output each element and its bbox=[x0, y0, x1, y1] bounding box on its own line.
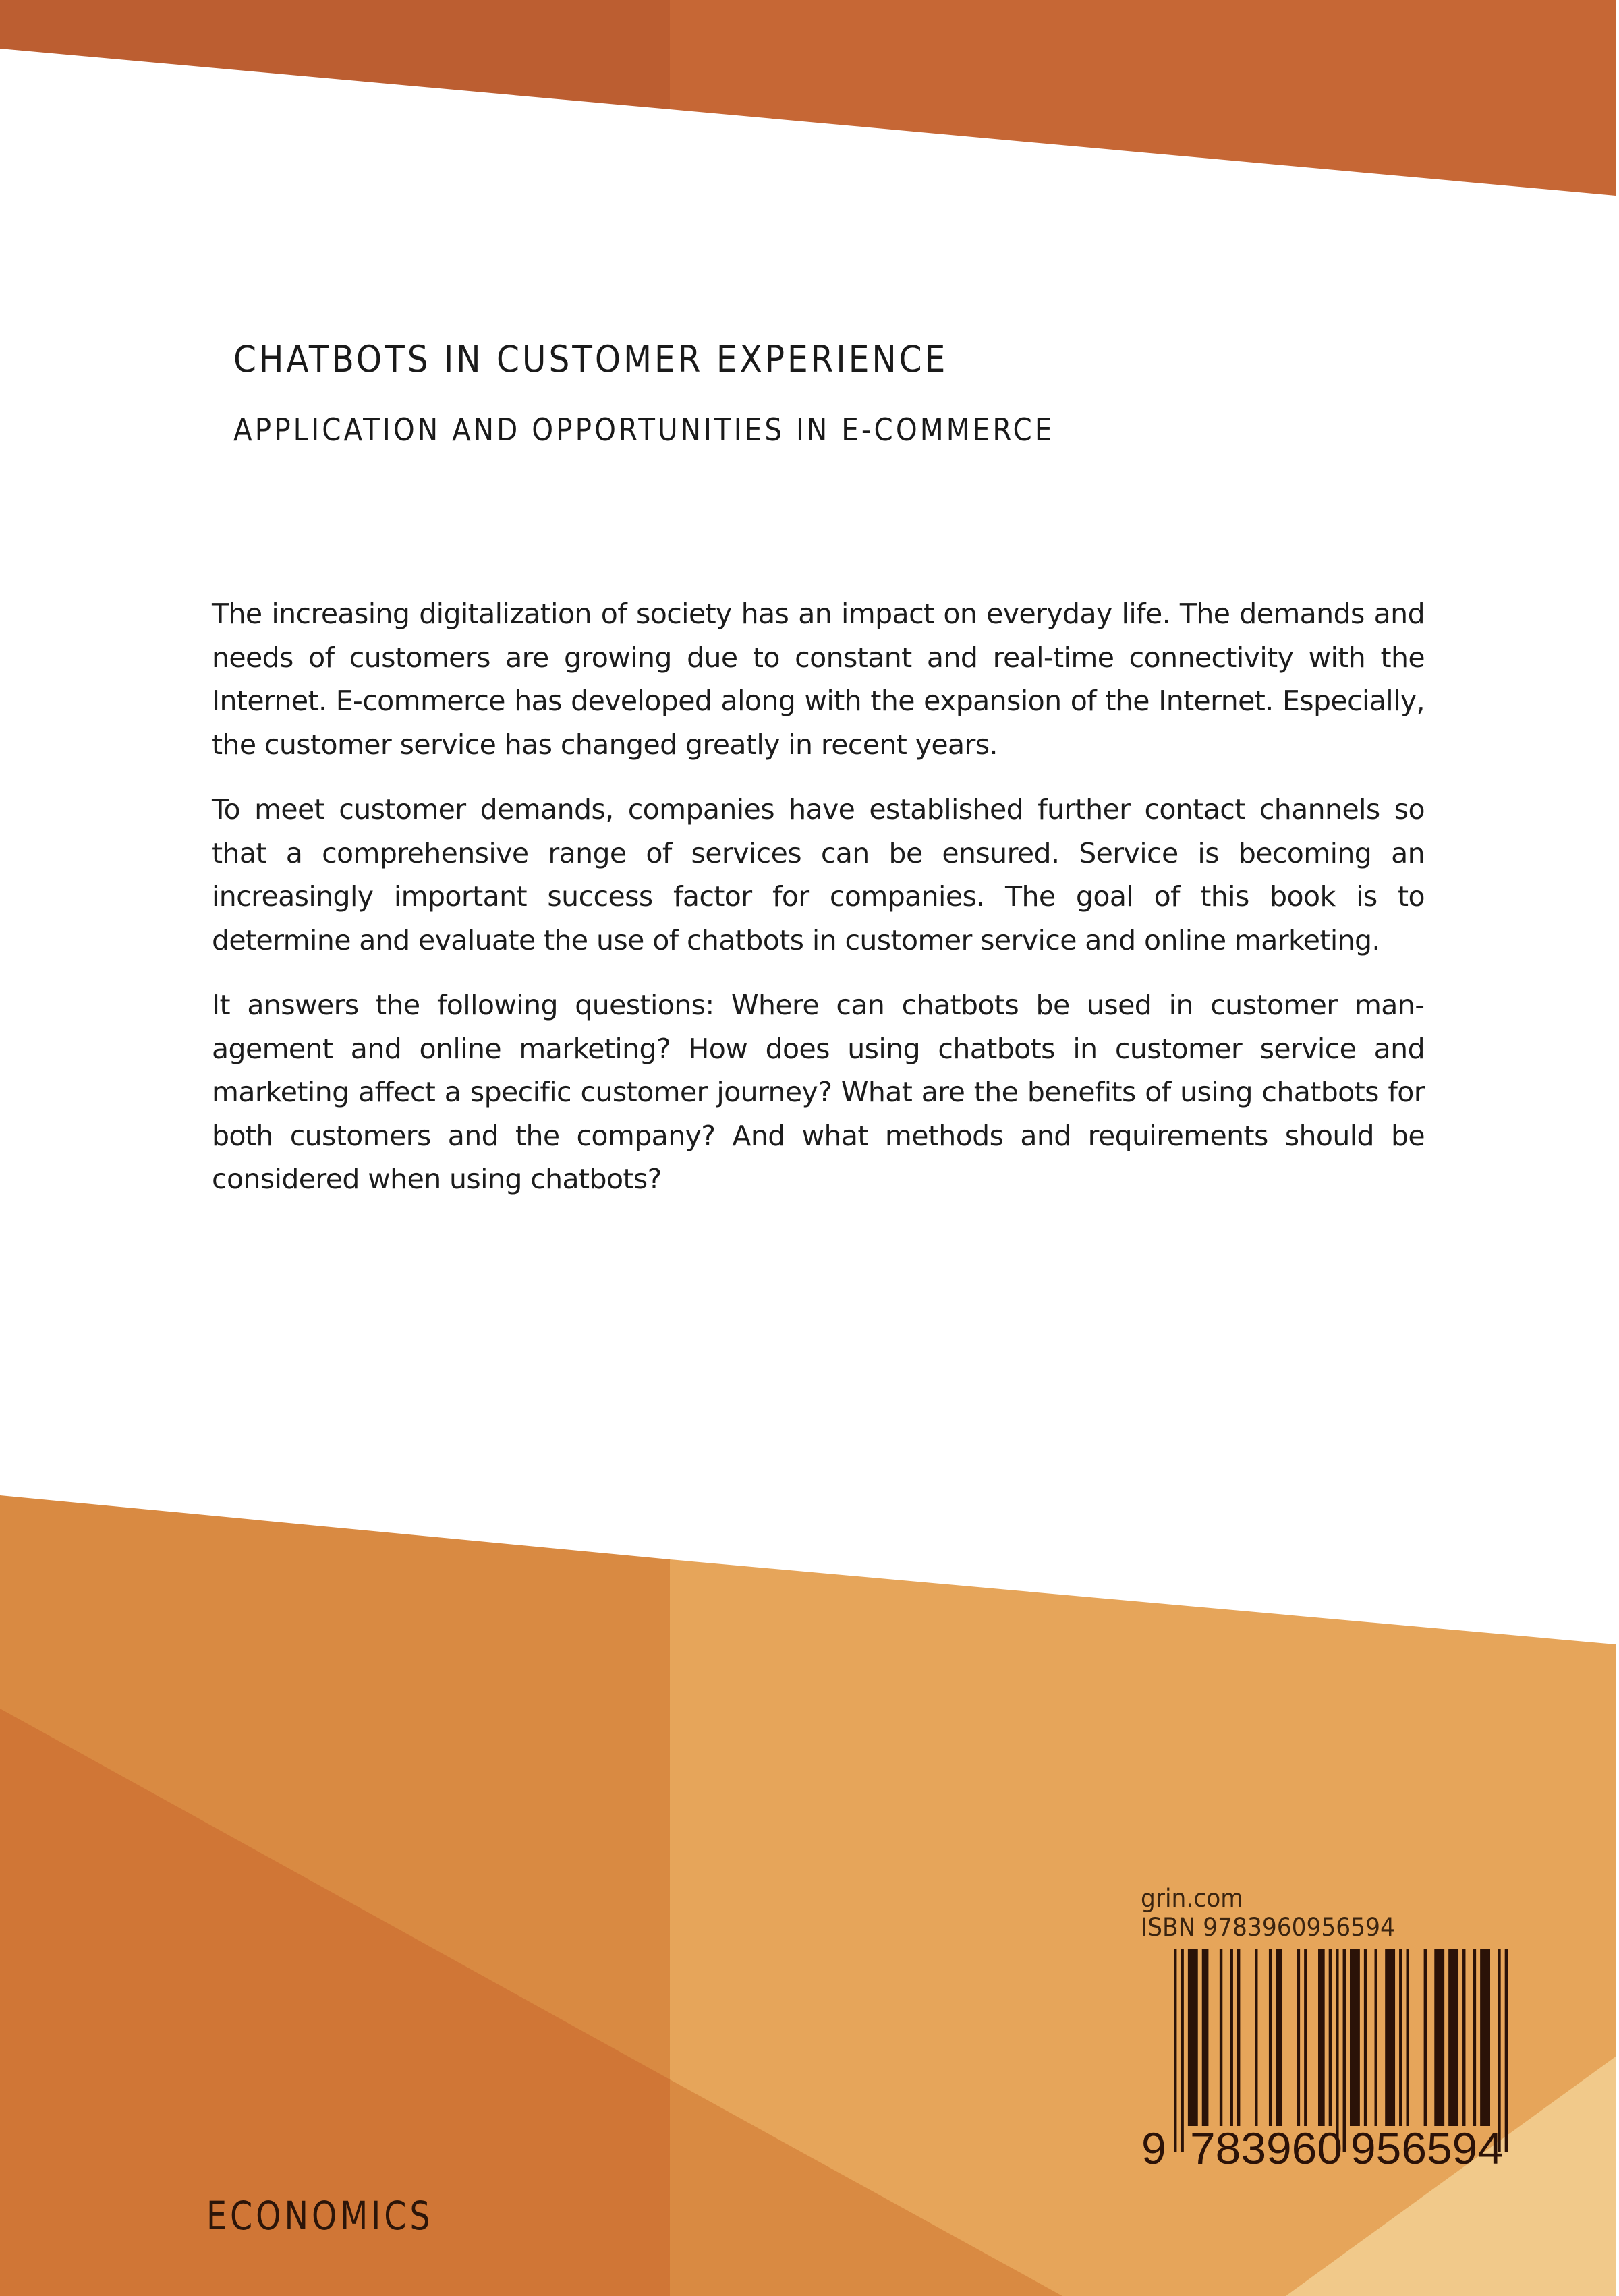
isbn-label: ISBN 9783960956594 bbox=[1141, 1913, 1395, 1942]
barcode-bar bbox=[1473, 1949, 1476, 2126]
barcode-bar bbox=[1276, 1949, 1282, 2126]
barcode-bar bbox=[1188, 1949, 1198, 2126]
barcode-bar bbox=[1364, 1949, 1367, 2126]
barcode-bar bbox=[1480, 1949, 1490, 2126]
barcode-bar bbox=[1237, 1949, 1240, 2126]
barcode-bar bbox=[1424, 1949, 1427, 2126]
barcode-bar bbox=[1407, 1949, 1409, 2126]
barcode-digits-right: 956594 bbox=[1351, 2123, 1503, 2172]
publisher-info bbox=[1141, 1884, 1395, 1942]
barcode-guard-bar bbox=[1181, 1949, 1183, 2152]
blurb-paragraph: The increasing digitalization of society has an impact on everyday life. The demands and needs of customers are growing due to constant and real-time connectivity with the Internet. E-commerce has developed along with the expansion of the Internet. Especially, the customer service has changed greatly in recent years. bbox=[212, 598, 1425, 761]
barcode-bar bbox=[1297, 1949, 1300, 2126]
barcode-bar bbox=[1350, 1949, 1360, 2126]
barcode-bar bbox=[1434, 1949, 1444, 2126]
barcode-bar bbox=[1255, 1949, 1257, 2126]
barcode-bar bbox=[1318, 1949, 1325, 2126]
barcode-bar bbox=[1329, 1949, 1332, 2126]
barcode-bar bbox=[1220, 1949, 1222, 2126]
blurb-paragraph: To meet customer demands, companies have established further contact channels so that a comprehensive range of services can be ensured. Service is becoming an increasingly important success factor for companies. The goal of this book is to determine and evaluate the use of chatbots in customer service and online marketing. bbox=[212, 793, 1425, 956]
barcode-digits-left: 783960 bbox=[1190, 2123, 1342, 2172]
barcode-bar bbox=[1448, 1949, 1458, 2126]
barcode-bar bbox=[1462, 1949, 1465, 2126]
barcode-guard-bar bbox=[1498, 1949, 1500, 2152]
category-label: ECONOMICS bbox=[206, 2193, 434, 2239]
barcode-bar bbox=[1269, 1949, 1272, 2126]
barcode-bar bbox=[1230, 1949, 1233, 2126]
top-band-right-shape bbox=[670, 0, 1616, 196]
barcode-bars bbox=[1174, 1949, 1508, 2152]
barcode-bar bbox=[1202, 1949, 1209, 2126]
publisher-site: grin.com bbox=[1141, 1884, 1243, 1913]
barcode-guard-bar bbox=[1336, 1949, 1338, 2152]
book-title: CHATBOTS IN CUSTOMER EXPERIENCE bbox=[233, 338, 948, 380]
barcode-bar bbox=[1385, 1949, 1395, 2126]
barcode-bar bbox=[1375, 1949, 1377, 2126]
barcode bbox=[1133, 1943, 1538, 2172]
top-band-left-shape bbox=[0, 0, 670, 109]
blurb bbox=[212, 592, 1425, 1223]
barcode-guard-bar bbox=[1343, 1949, 1346, 2152]
barcode-guard-bar bbox=[1174, 1949, 1176, 2152]
blurb-paragraph: It answers the following questions: Where can chatbots be used in customer management and online marketing? How does using chatbots in customer service and marketing affect a specific customer journey? What are the benefits of using chatbots for both customers and the company? And what methods and requirements should be considered when using chatbots? bbox=[212, 989, 1425, 1195]
barcode-digit-first: 9 bbox=[1141, 2123, 1166, 2172]
book-subtitle: APPLICATION AND OPPORTUNITIES IN E-COMMERCE bbox=[233, 411, 1055, 448]
barcode-bar bbox=[1304, 1949, 1307, 2126]
barcode-guard-bar bbox=[1505, 1949, 1508, 2152]
barcode-bar bbox=[1399, 1949, 1402, 2126]
